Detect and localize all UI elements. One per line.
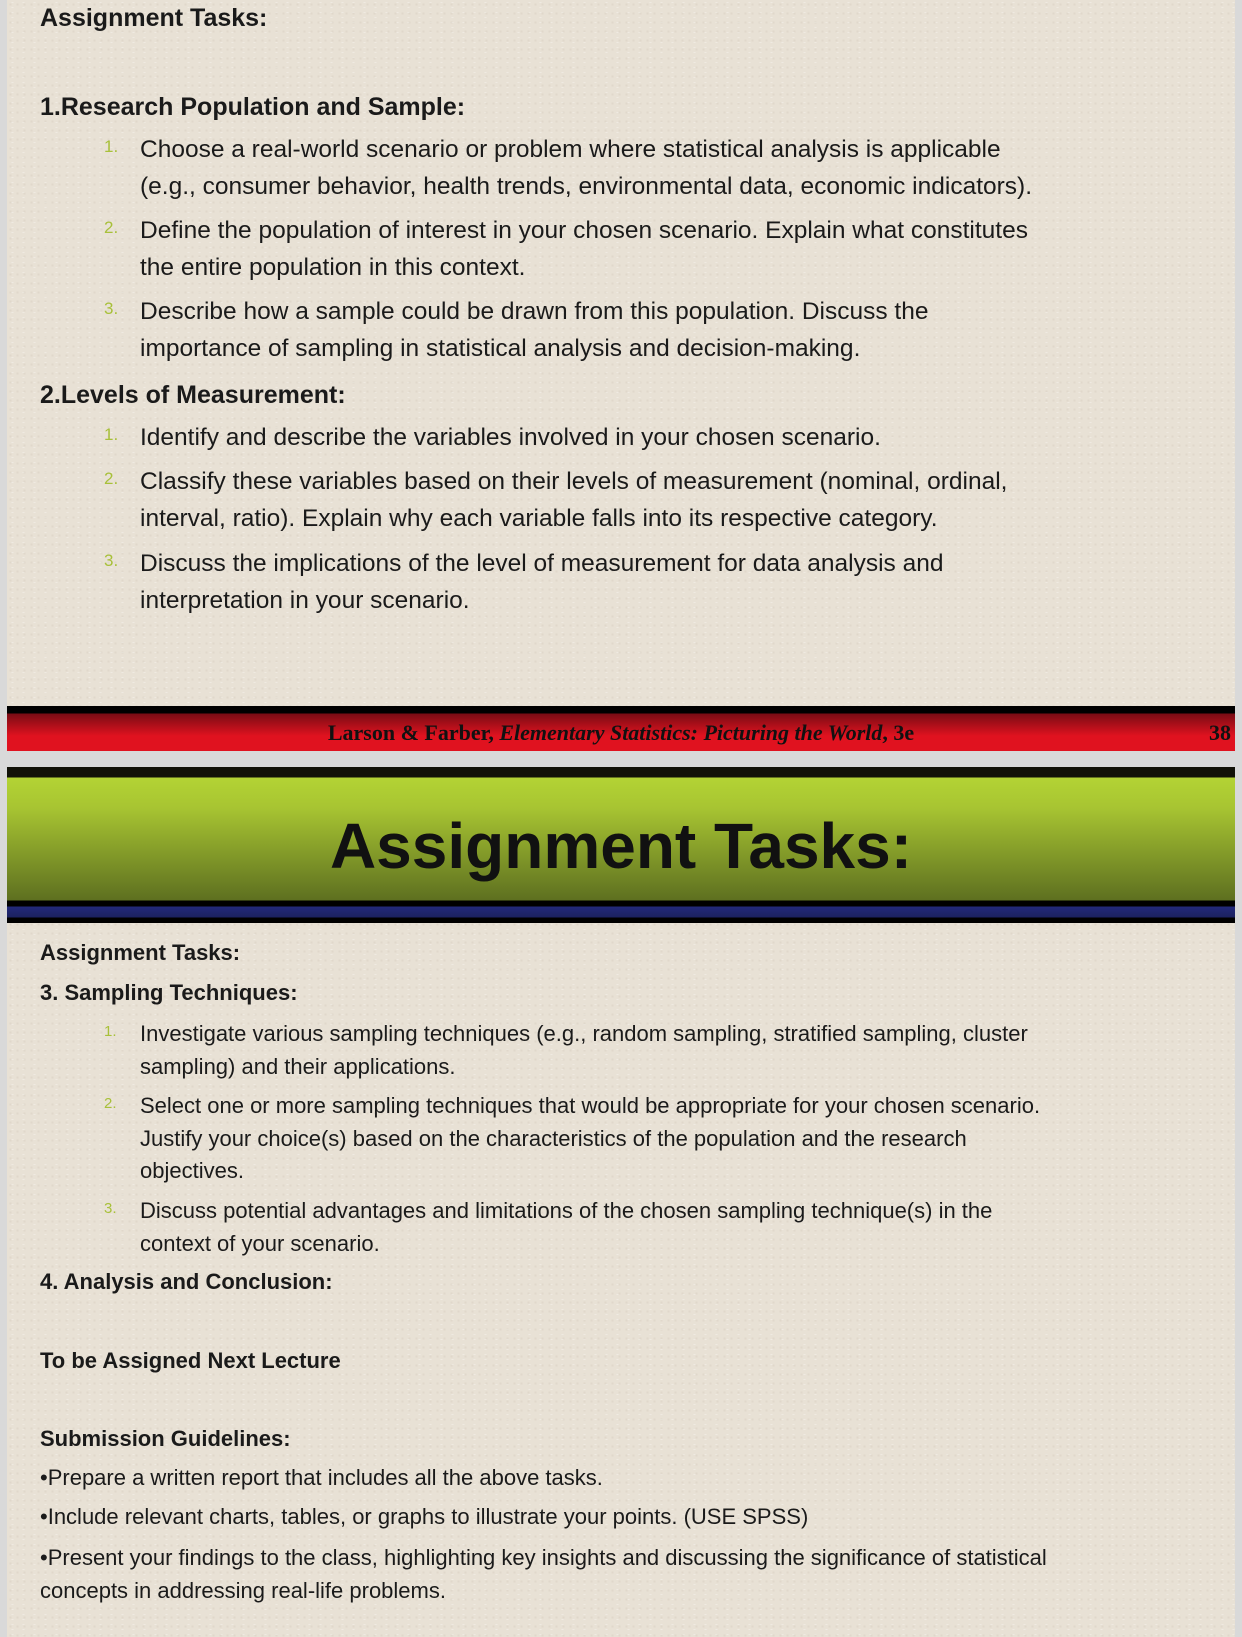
list-item-line: Identify and describe the variables involved in your chosen scenario. — [140, 424, 881, 451]
list-number: 3. — [104, 1200, 117, 1217]
list-item-line: objectives. — [140, 1158, 244, 1183]
title-band — [7, 767, 1235, 923]
list-item-line: Discuss the implications of the level of measurement for data analysis and — [140, 550, 944, 577]
footer-edition: , 3e — [882, 720, 915, 745]
footer-citation — [7, 720, 1235, 746]
slide-38 — [7, 0, 1235, 708]
footer-book-title: Elementary Statistics: Picturing the World — [499, 720, 883, 745]
slide-heading: Assignment Tasks: — [40, 4, 268, 32]
list-number: 3. — [104, 299, 119, 318]
list-item-line: the entire population in this context. — [140, 254, 526, 281]
list-item-line: Classify these variables based on their levels of measurement (nominal, ordinal, — [140, 468, 1008, 495]
list-item-line: Select one or more sampling techniques that would be appropriate for your chosen scenario. — [140, 1093, 1041, 1118]
list-item-line: Justify your choice(s) based on the characteristics of the population and the research — [140, 1126, 967, 1151]
bullet-item: •Include relevant charts, tables, or graphs to illustrate your points. (USE SPSS) — [40, 1504, 809, 1529]
list-number: 2. — [104, 218, 119, 237]
list-number: 2. — [104, 469, 119, 488]
list-number: 2. — [104, 1095, 117, 1112]
list-item-line: Choose a real-world scenario or problem where statistical analysis is applicable — [140, 136, 1001, 163]
list-item-line: interval, ratio). Explain why each variable falls into its respective category. — [140, 505, 938, 532]
list-item-line: importance of sampling in statistical analysis and decision-making. — [140, 335, 861, 362]
submission-title: Submission Guidelines: — [40, 1426, 291, 1451]
page-number: 38 — [1209, 720, 1231, 745]
bullet-item-continued: concepts in addressing real-life problems. — [40, 1578, 446, 1603]
bullet-item: •Prepare a written report that includes all the above tasks. — [40, 1465, 603, 1490]
list-number: 3. — [104, 551, 119, 570]
slide-footer — [7, 706, 1235, 751]
footer-authors: Larson & Farber, — [327, 720, 500, 745]
list-number: 1. — [104, 1023, 117, 1040]
list-item-line: Investigate various sampling techniques (e.g., random sampling, stratified sampling, cluster — [140, 1021, 1028, 1046]
list-item-line: Define the population of interest in your chosen scenario. Explain what constitutes — [140, 217, 1028, 244]
list-item-line: Discuss potential advantages and limitations of the chosen sampling technique(s) in the — [140, 1198, 993, 1223]
slide-subheading: Assignment Tasks: — [40, 940, 241, 965]
list-item-line: sampling) and their applications. — [140, 1054, 456, 1079]
slide-title: Assignment Tasks: — [329, 810, 913, 882]
section-title: 3. Sampling Techniques: — [40, 980, 298, 1005]
assignment-note: To be Assigned Next Lecture — [40, 1348, 341, 1373]
list-number: 1. — [104, 137, 119, 156]
list-item-line: context of your scenario. — [140, 1231, 380, 1256]
list-item-line: interpretation in your scenario. — [140, 587, 470, 614]
list-number: 1. — [104, 425, 119, 444]
section-title: 2.Levels of Measurement: — [40, 381, 346, 409]
list-item-line: Describe how a sample could be drawn from this population. Discuss the — [140, 298, 929, 325]
section-title: 1.Research Population and Sample: — [40, 93, 466, 121]
slide-39 — [7, 767, 1235, 1637]
list-item-line: (e.g., consumer behavior, health trends, environmental data, economic indicators). — [140, 173, 1033, 200]
bullet-item: •Present your findings to the class, highlighting key insights and discussing the significance of statistical — [40, 1545, 1047, 1570]
section-title: 4. Analysis and Conclusion: — [40, 1269, 333, 1294]
